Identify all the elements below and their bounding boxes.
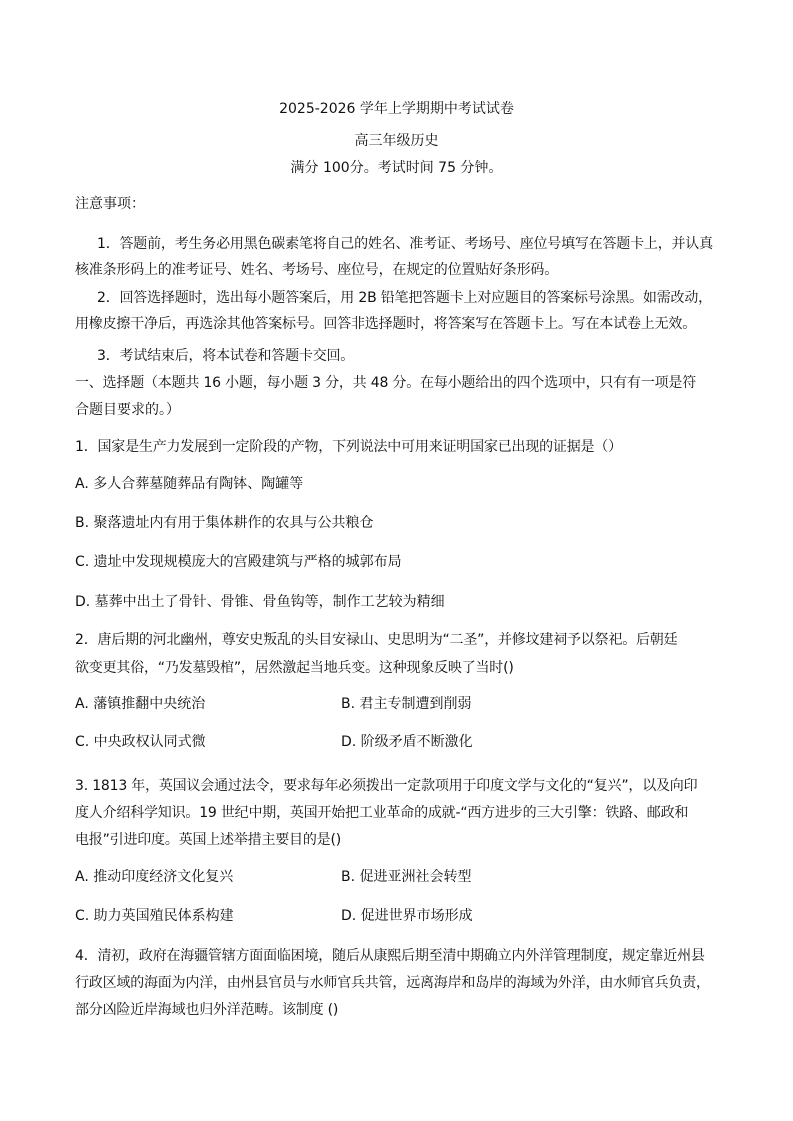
note-item-2-line-1: 2．回答选择题时，选出每小题答案后，用 2B 铅笔把答题卡上对应题目的答案标号涂黑。如需改动， (97, 290, 712, 306)
note-item-2-line-2: 用橡皮擦干净后，再选涂其他答案标号。回答非选择题时，将答案写在答题卡上。写在本试卷上无效。 (75, 316, 696, 332)
notes-heading: 注意事项： (75, 196, 145, 212)
section-1-heading-line-2: 合题目要求的。） (75, 402, 180, 418)
exam-score-time: 满分 100分。考试时间 75 分钟。 (290, 160, 503, 176)
section-1-heading-line-1: 一、选择题（本题共 16 小题，每小题 3 分，共 48 分。在每小题给出的四个选项中，只有有一项是符 (75, 375, 697, 391)
question-4-stem-line-1: 4．清初，政府在海疆管辖方面面临困境，随后从康熙后期至清中期确立内外洋管理制度，规定靠近州县 (75, 948, 705, 964)
question-2-option-b: B. 君主专制遭到削弱 (341, 696, 472, 712)
question-4-stem-line-2: 行政区域的海面为内洋，由州县官员与水师官兵共管，远离海岸和岛岸的海域为外洋，由水师官兵负责， (75, 975, 710, 991)
question-1-option-b: B. 聚落遗址内有用于集体耕作的农具与公共粮仓 (75, 515, 374, 531)
question-1-option-d: D. 墓葬中出土了骨针、骨锥、骨鱼钩等，制作工艺较为精细 (75, 594, 445, 610)
note-item-1-line-1: 1．答题前，考生务必用黑色碳素笔将自己的姓名、准考证、考场号、座位号填写在答题卡上，并认真 (97, 236, 713, 252)
question-3-stem-line-2: 度人介绍科学知识。19 世纪中期，英国开始把工业革命的成就-“西方进步的三大引擎：铁路、邮政和 (75, 805, 689, 821)
question-2-option-a: A. 藩镇推翻中央统治 (75, 696, 206, 712)
question-3-option-c: C. 助力英国殖民体系构建 (75, 908, 234, 924)
question-1-stem: 1．国家是生产力发展到一定阶段的产物，下列说法中可用来证明国家已出现的证据是（） (75, 439, 622, 455)
question-1-option-a: A. 多人合葬墓随葬品有陶钵、陶罐等 (75, 476, 304, 492)
question-2-stem-line-1: 2．唐后期的河北幽州，尊安史叛乱的头目安禄山、史思明为“二圣”，并修坟建祠予以祭祀。后朝廷 (75, 632, 678, 648)
question-2-stem-line-2: 欲变更其俗，“乃发墓毁棺”，居然激起当地兵变。这种现象反映了当时() (75, 660, 514, 676)
question-2-option-c: C. 中央政权认同式微 (75, 734, 206, 750)
note-item-3: 3．考试结束后，将本试卷和答题卡交回。 (97, 348, 355, 364)
exam-title: 2025-2026 学年上学期期中考试试卷 (279, 101, 514, 117)
question-4-stem-line-3: 部分凶险近岸海域也归外洋范畴。该制度 () (75, 1002, 339, 1018)
question-3-option-b: B. 促进亚洲社会转型 (341, 869, 472, 885)
note-item-1-line-2: 核准条形码上的准考证号、姓名、考场号、座位号，在规定的位置贴好条形码。 (75, 262, 558, 278)
exam-subject: 高三年级历史 (354, 133, 439, 149)
question-3-stem-line-1: 3. 1813 年，英国议会通过法令，要求每年必须拨出一定款项用于印度文学与文化的“复兴”，以及向印 (75, 778, 698, 794)
question-3-option-a: A. 推动印度经济文化复兴 (75, 869, 234, 885)
question-3-stem-line-3: 电报”引进印度。英国上述举措主要目的是() (75, 832, 341, 848)
question-1-option-c: C. 遗址中发现规模庞大的宫殿建筑与严格的城郭布局 (75, 554, 402, 570)
question-2-option-d: D. 阶级矛盾不断激化 (341, 734, 473, 750)
question-3-option-d: D. 促进世界市场形成 (341, 908, 473, 924)
